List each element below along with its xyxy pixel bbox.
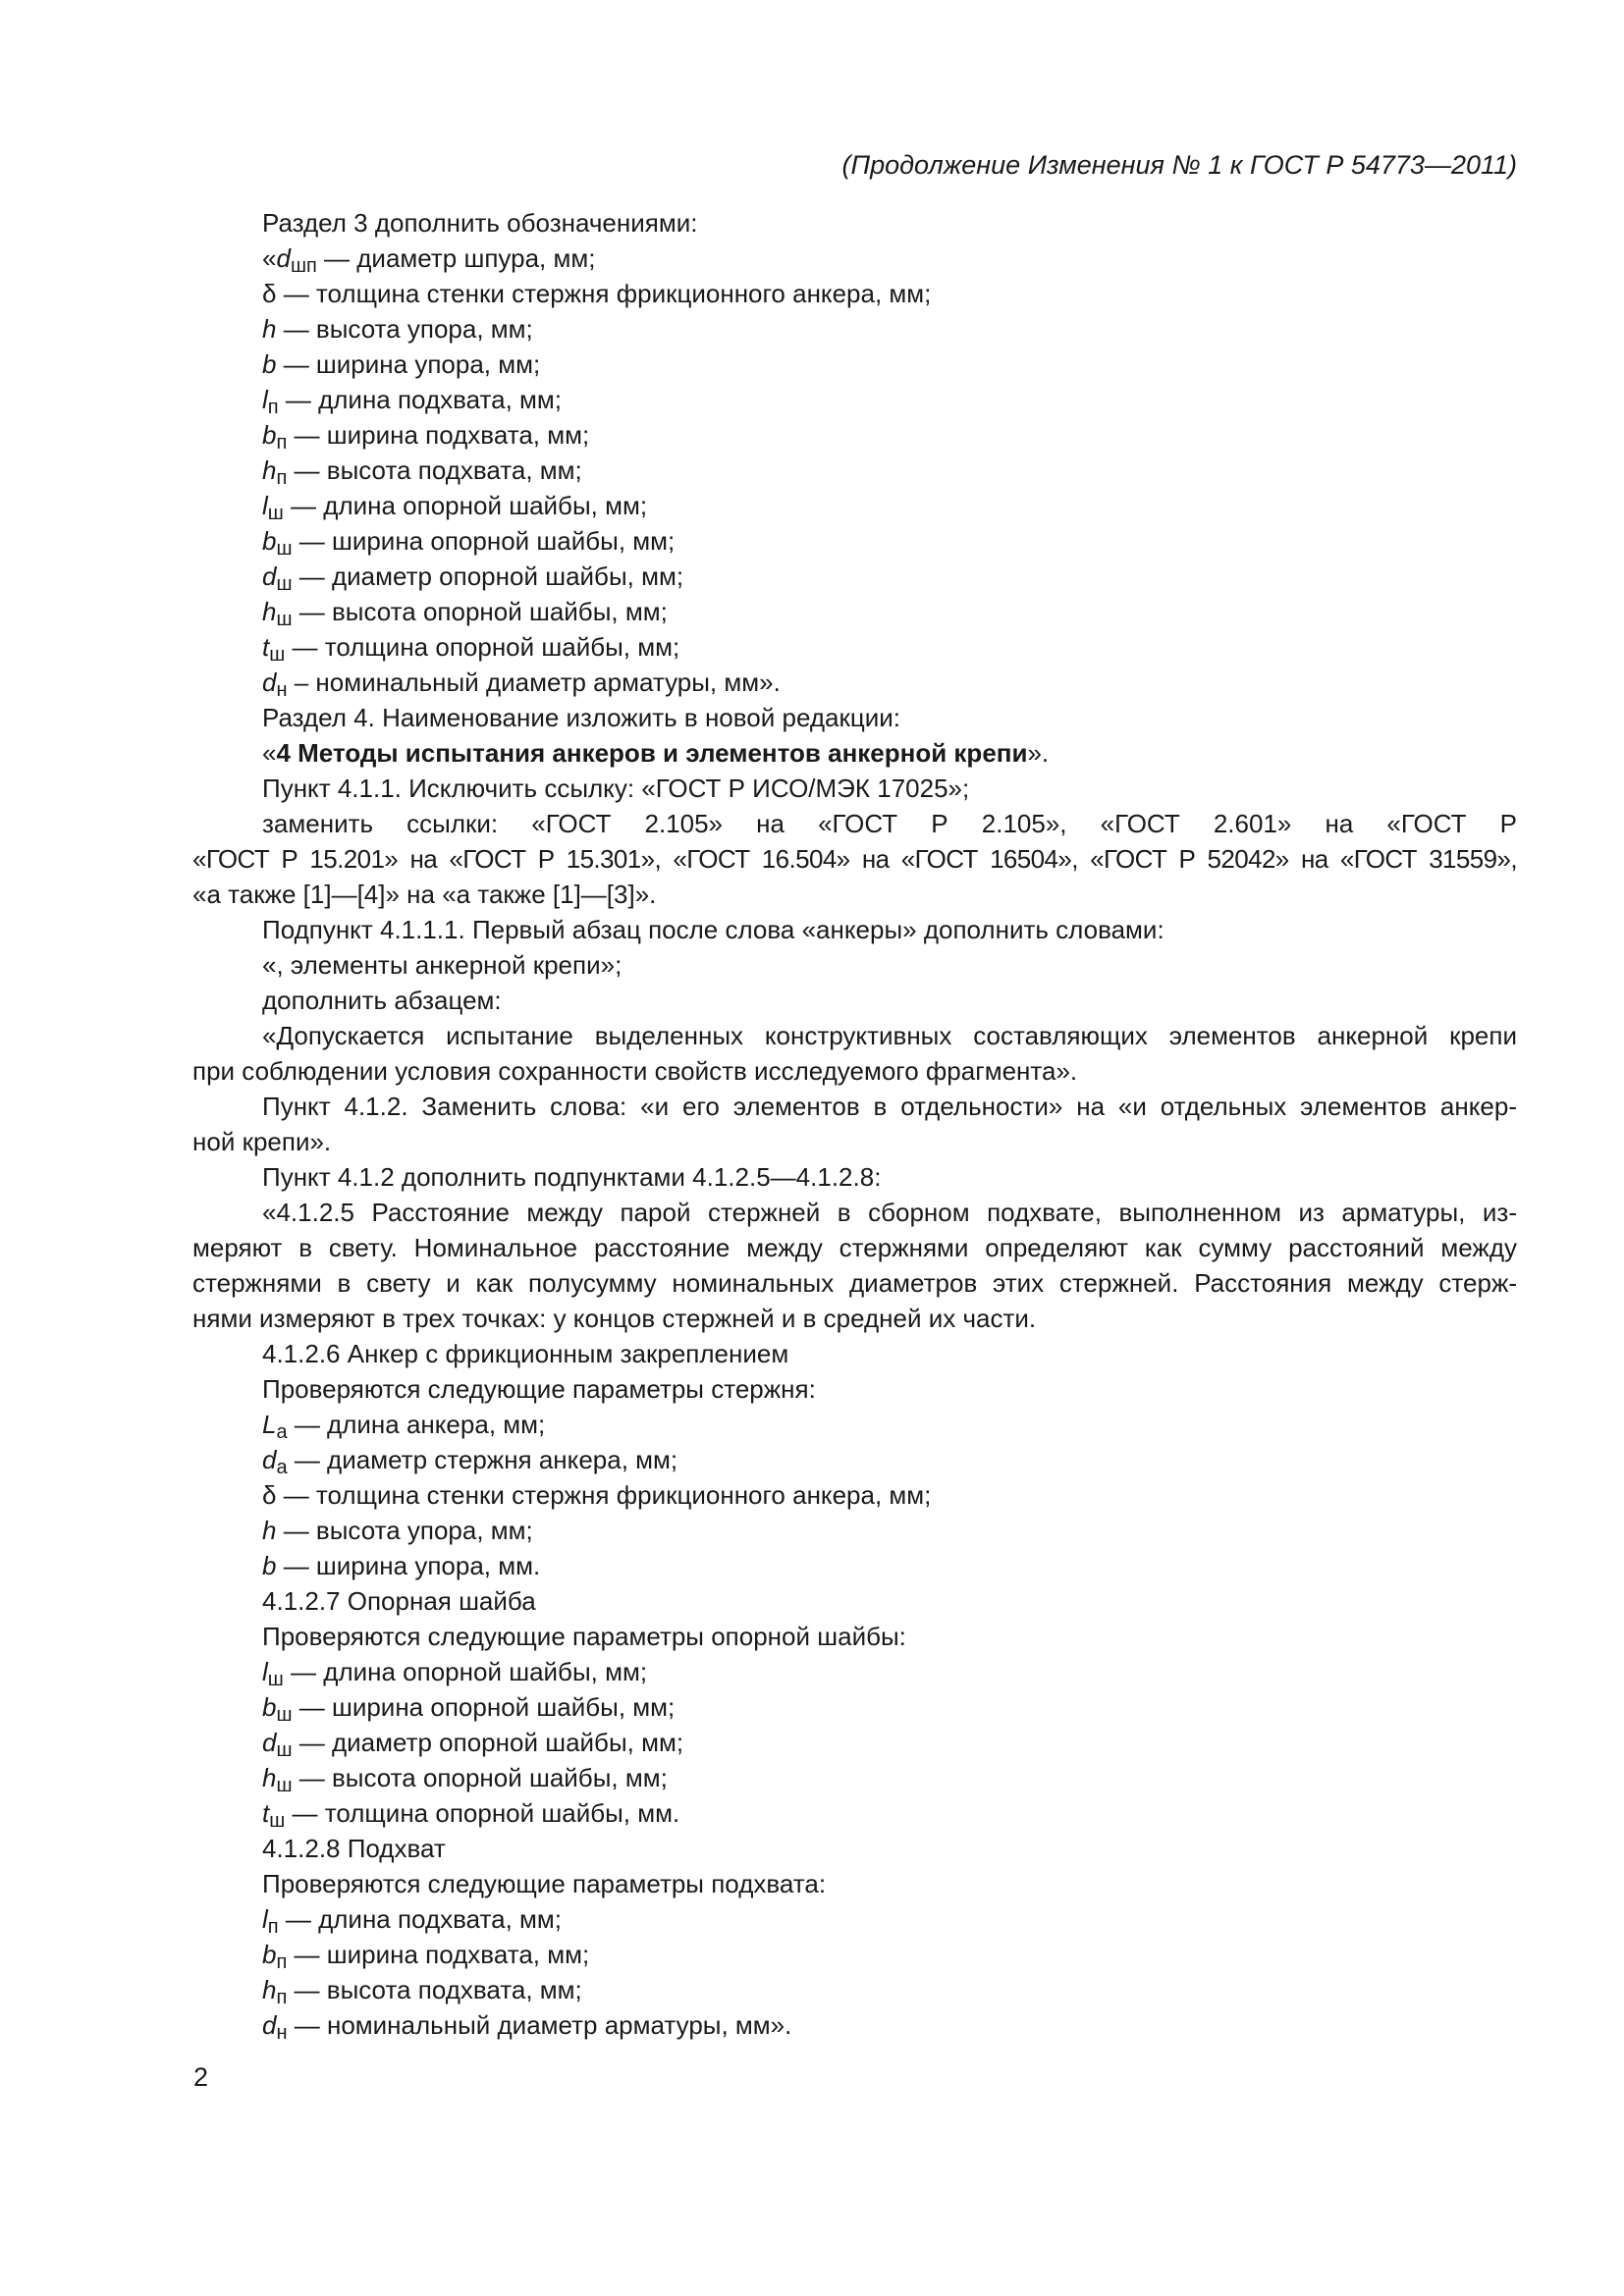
symbol-item: $d_ш$ — диаметр опорной шайбы, мм; (262, 561, 684, 595)
symbol-item: $b_ш$ — ширина опорной шайбы, мм; (262, 526, 676, 560)
sub4126-title: 4.1.2.6 Анкер с фрикционным закреплением (262, 1339, 789, 1368)
p4111-para-line: «Допускается испытание выделенных конструктивных составляющих элементов анкерной крепи (262, 1021, 1517, 1050)
symbol-item: $d_н$ — номинальный диаметр арматуры, мм». (262, 2010, 792, 2044)
symbol-item: $h_п$ — высота подхвата, мм; (262, 455, 582, 489)
symbol-item: $d_ш$ — диаметр опорной шайбы, мм; (262, 1728, 684, 1761)
symbol-item: $L_а$ — длина анкера, мм; (262, 1410, 546, 1443)
symbol-item: δ — толщина стенки стержня фрикционного анкера, мм; (262, 279, 932, 308)
p4125-line: нями измеряют в трех точках: у концов стержней и в средней их части. (192, 1304, 1037, 1333)
p4111-add: дополнить абзацем: (262, 986, 502, 1015)
p412-line: ной крепи». (192, 1127, 332, 1156)
section3-intro: Раздел 3 дополнить обозначениями: (262, 208, 698, 238)
p4111-words: «, элементы анкерной крепи»; (262, 950, 623, 980)
p4125-line: меряют в свету. Номинальное расстояние между стержнями определяют как сумму расстояний между (192, 1233, 1517, 1262)
p4111-para-line: при соблюдении условия сохранности свойств исследуемого фрагмента». (192, 1056, 1078, 1086)
page-header: (Продолжение Изменения № 1 к ГОСТ Р 54773—2011) (841, 150, 1517, 180)
symbol-item: $b_п$ — ширина подхвата, мм; (262, 420, 590, 454)
symbol-item: «$d_{шп}$ — диаметр шпура, мм; (262, 243, 596, 277)
symbol-item: $b_ш$ — ширина опорной шайбы, мм; (262, 1692, 676, 1726)
symbol-item: $t_ш$ — толщина опорной шайбы, мм; (262, 632, 680, 666)
symbol-item: b — ширина упора, мм. (262, 1551, 541, 1580)
page-number: 2 (193, 2062, 209, 2092)
symbol-item: $h_ш$ — высота опорной шайбы, мм; (262, 597, 668, 630)
symbol-item: δ — толщина стенки стержня фрикционного анкера, мм; (262, 1480, 932, 1510)
symbol-item: $l_п$ — длина подхвата, мм; (262, 385, 563, 418)
symbol-item: b — ширина упора, мм; (262, 349, 541, 379)
symbol-item: h — высота упора, мм; (262, 314, 533, 344)
symbol-item: $b_п$ — ширина подхвата, мм; (262, 1940, 590, 1973)
section4-instruction: Раздел 4. Наименование изложить в новой редакции: (262, 703, 900, 732)
symbol-item: $h_п$ — высота подхвата, мм; (262, 1975, 582, 2008)
sub4126-intro: Проверяются следующие параметры стержня: (262, 1374, 816, 1404)
p4125-line: «4.1.2.5 Расстояние между парой стержней в сборном подхвате, выполненном из арматуры, из- (262, 1198, 1517, 1227)
p4111-text: Подпункт 4.1.1.1. Первый абзац после слова «анкеры» дополнить словами: (262, 915, 1164, 944)
p412-line: Пункт 4.1.2. Заменить слова: «и его элементов в отдельности» на «и отдельных элементов анкер- (262, 1092, 1517, 1121)
symbol-item: $l_ш$ — длина опорной шайбы, мм; (262, 1657, 648, 1690)
sub4128-intro: Проверяются следующие параметры подхвата: (262, 1869, 827, 1898)
symbol-item: h — высота упора, мм; (262, 1516, 533, 1545)
symbol-item: $d_н$ – номинальный диаметр арматуры, мм». (262, 667, 781, 701)
symbol-item: $l_ш$ — длина опорной шайбы, мм; (262, 491, 648, 524)
document-body (192, 205, 1517, 2043)
sub4127-title: 4.1.2.7 Опорная шайба (262, 1586, 536, 1616)
symbol-item: $t_ш$ — толщина опорной шайбы, мм. (262, 1798, 680, 1832)
p412-add: Пункт 4.1.2 дополнить подпунктами 4.1.2.5—4.1.2.8: (262, 1162, 882, 1192)
p411-replace-line: «ГОСТ Р 15.201» на «ГОСТ Р 15.301», «ГОСТ 16.504» на «ГОСТ 16504», «ГОСТ Р 52042» на «ГОСТ 31559», (192, 844, 1517, 874)
symbol-item: $h_ш$ — высота опорной шайбы, мм; (262, 1763, 668, 1796)
symbol-item: $d_а$ — диаметр стержня анкера, мм; (262, 1445, 678, 1478)
p411-text: Пункт 4.1.1. Исключить ссылку: «ГОСТ Р ИСО/МЭК 17025»; (262, 774, 970, 803)
sub4127-intro: Проверяются следующие параметры опорной шайбы: (262, 1622, 906, 1651)
symbol-item: $l_п$ — длина подхвата, мм; (262, 1904, 563, 1938)
p411-replace-line: «а также [1]—[4]» на «а также [1]—[3]». (192, 880, 657, 909)
section4-new-title: «4 Методы испытания анкеров и элементов анкерной крепи». (262, 738, 1050, 768)
sub4128-title: 4.1.2.8 Подхват (262, 1834, 446, 1863)
p4125-line: стержнями в свету и как полусумму номинальных диаметров этих стержней. Расстояния между стерж- (192, 1268, 1517, 1298)
p411-replace-line: заменить ссылки: «ГОСТ 2.105» на «ГОСТ Р 2.105», «ГОСТ 2.601» на «ГОСТ Р (262, 809, 1517, 838)
